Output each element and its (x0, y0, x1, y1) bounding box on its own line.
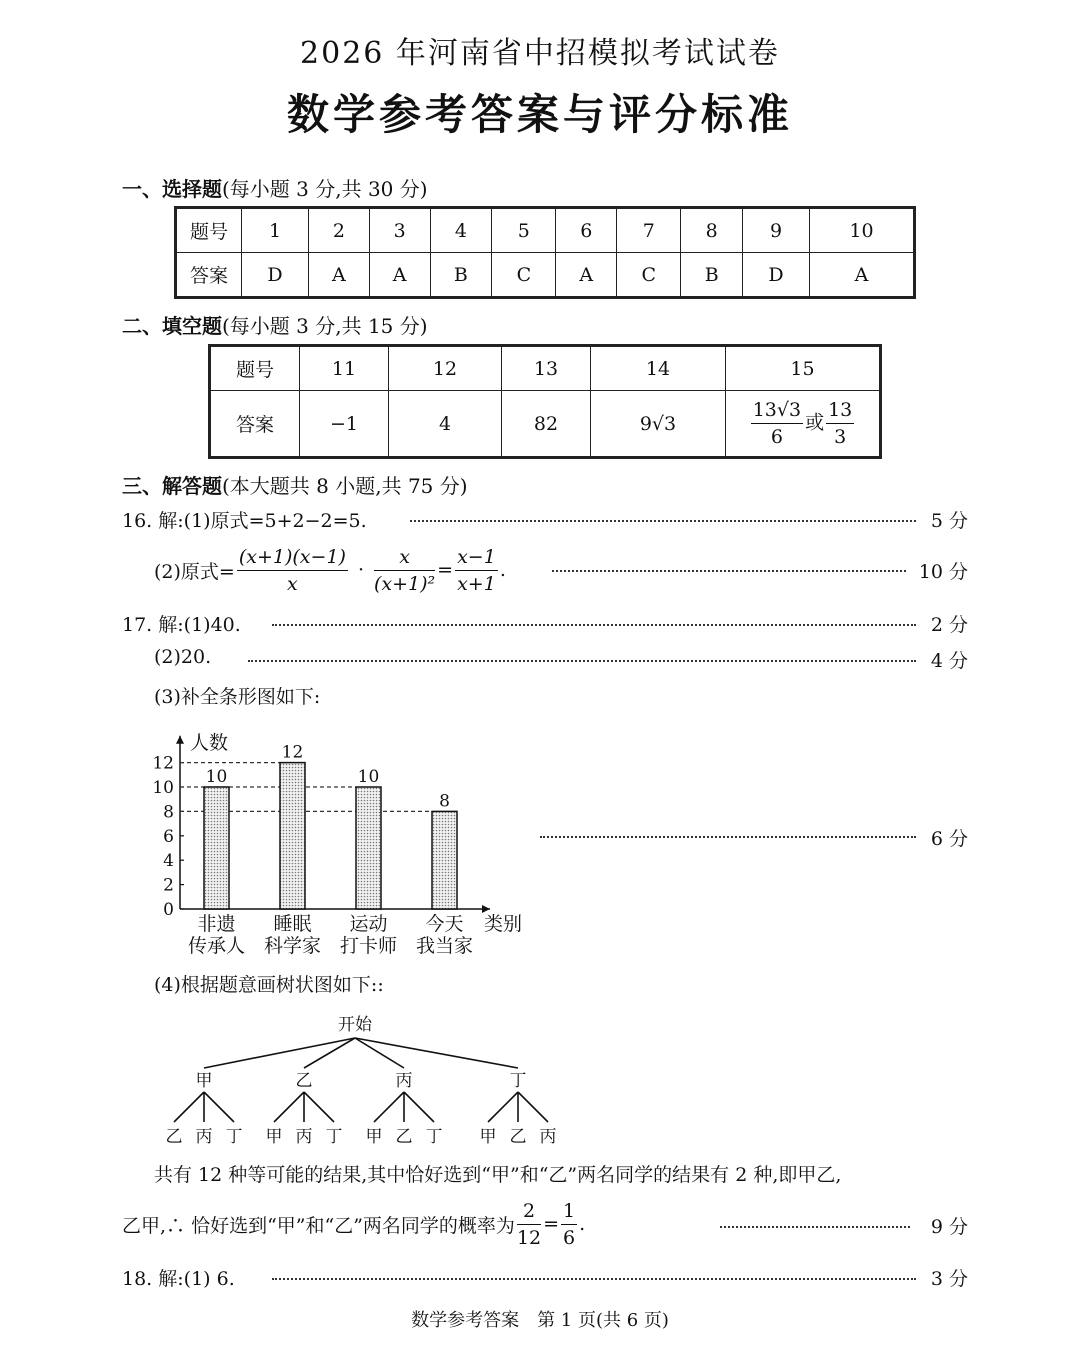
score: 6 分 (930, 828, 968, 850)
fraction: $\frac{13√3}{6}$ (752, 399, 802, 448)
tree-branch (304, 1092, 334, 1122)
tree-branch (174, 1092, 204, 1122)
cell: 14 (591, 347, 726, 391)
category-label: 睡眠 (273, 913, 312, 935)
tree-branch (374, 1092, 404, 1122)
data-label: 10 (205, 767, 228, 787)
cell: A (810, 253, 914, 297)
q18-part1: 18. 解:(1) 6. (122, 1268, 235, 1290)
tree-node-level2: 甲 (479, 1127, 497, 1147)
bar (204, 787, 229, 909)
data-label: 8 (439, 791, 450, 812)
cell: 10 (810, 209, 914, 253)
category-label: 我当家 (415, 935, 474, 957)
bar-chart (150, 712, 540, 962)
data-label: 10 (357, 767, 380, 787)
data-label: 12 (281, 742, 304, 763)
fill-answer-table (210, 346, 880, 457)
q17-conclusion-line1: 共有 12 种等可能的结果,其中恰好选到“甲”和“乙”两名同学的结果有 2 种,即甲乙, (154, 1164, 842, 1186)
cell: 4 (430, 209, 492, 253)
tree-node-level2: 丙 (195, 1127, 213, 1147)
cell: 15 (726, 347, 880, 391)
tree-root: 开始 (338, 1015, 372, 1035)
cell: 6 (556, 209, 617, 253)
score: 10 分 (918, 561, 968, 583)
cell: D (242, 253, 309, 297)
q16-part2: (2)原式= $\frac{(x+1)(x-1)}{x}$ · $\frac{x}{\text{(x+1)²}}$ = $\frac{x-1}{x+1}$ . (154, 545, 506, 595)
exam-title: 2026 年河南省中招模拟考试试卷 (300, 36, 780, 71)
cell: B (430, 253, 492, 297)
bar (280, 763, 305, 909)
dot-leader (552, 570, 906, 572)
tree-node-level2: 丁 (425, 1127, 443, 1147)
cell: 9√3 (591, 391, 726, 457)
fraction: $\frac{(x+1)(x-1)}{x}$ (238, 545, 346, 595)
cell: 5 (492, 209, 556, 253)
page-footer: 数学参考答案 第 1 页(共 6 页) (411, 1310, 669, 1331)
choice-answer-table (176, 208, 914, 297)
category-label: 非遗 (197, 913, 236, 935)
cell: 82 (502, 391, 591, 457)
cell: 2 (308, 209, 369, 253)
score: 5 分 (930, 510, 968, 532)
section1-heading: 一、选择题(每小题 3 分,共 30 分) (122, 177, 428, 201)
tree-branch (518, 1092, 548, 1122)
choice-question-row (177, 209, 914, 253)
cell: 12 (389, 347, 502, 391)
cell: A (369, 253, 430, 297)
y-tick-label: 2 (163, 875, 174, 896)
tree-branch (204, 1038, 355, 1068)
tree-branch (274, 1092, 304, 1122)
x-axis-arrow (482, 905, 490, 913)
answer-title: 数学参考答案与评分标准 (286, 90, 793, 139)
score: 3 分 (930, 1268, 968, 1290)
tree-node-level1: 丁 (509, 1071, 527, 1091)
tree-node-level1: 甲 (195, 1071, 213, 1091)
tree-node-level1: 乙 (295, 1071, 313, 1091)
dot-leader (272, 1278, 916, 1280)
y-axis-arrow (176, 736, 184, 744)
fraction: $\frac{2}{12}$ (516, 1199, 542, 1249)
q17-part3: (3)补全条形图如下: (154, 686, 321, 708)
dot-leader (410, 520, 916, 522)
tree-diagram (150, 1008, 610, 1156)
dot-leader (272, 624, 916, 626)
tree-node-level2: 丙 (539, 1127, 557, 1147)
section3-heading: 三、解答题(本大题共 8 小题,共 75 分) (122, 474, 468, 498)
cell: 4 (389, 391, 502, 457)
q17-part4: (4)根据题意画树状图如下:: (154, 974, 384, 996)
cell: 7 (617, 209, 681, 253)
cell: D (743, 253, 810, 297)
cell: C (492, 253, 556, 297)
cell: −1 (300, 391, 389, 457)
tree-node-level2: 丁 (325, 1127, 343, 1147)
cell: 11 (300, 347, 389, 391)
category-label: 运动 (349, 913, 388, 935)
fraction: $\frac{1}{6}$ (563, 1199, 576, 1249)
cell: C (617, 253, 681, 297)
y-tick-label: 6 (163, 826, 174, 847)
category-label: 打卡师 (339, 935, 398, 957)
tree-node-level2: 乙 (395, 1127, 413, 1147)
cell: 9 (743, 209, 810, 253)
dot-leader (720, 1226, 910, 1228)
cell-fraction: $\frac{13√3}{6}$ 或 $\frac{13}{3}$ (726, 391, 880, 457)
q17-part1: 17. 解:(1)40. (122, 614, 241, 636)
section2-heading: 二、填空题(每小题 3 分,共 15 分) (122, 314, 428, 338)
tree-node-level2: 丁 (225, 1127, 243, 1147)
tree-node-level2: 乙 (509, 1127, 527, 1147)
cell: B (681, 253, 743, 297)
bar (356, 787, 381, 909)
fill-question-row (211, 347, 880, 391)
row-label: 题号 (211, 347, 300, 391)
cell: A (308, 253, 369, 297)
cell: 13 (502, 347, 591, 391)
q17-conclusion-line2: 乙甲,∴ 恰好选到“甲”和“乙”两名同学的概率为 $\frac{2}{12}$ = $\frac{1}{6}$ . (122, 1199, 586, 1249)
y-tick-label: 10 (152, 778, 174, 798)
y-tick-label: 8 (163, 802, 174, 823)
y-tick-label: 4 (163, 851, 174, 872)
category-label: 传承人 (187, 935, 246, 957)
tree-node-level1: 丙 (395, 1071, 413, 1091)
cell: 8 (681, 209, 743, 253)
y-axis-label: 人数 (190, 731, 229, 754)
fraction: $\frac{x-1}{x+1}$ (457, 545, 496, 595)
q17-part2: (2)20. (154, 646, 212, 668)
score: 2 分 (930, 614, 968, 636)
cell: 1 (242, 209, 309, 253)
q16-part1: 16. 解:(1)原式=5+2−2=5. (122, 510, 367, 532)
y-tick-label: 12 (152, 753, 174, 774)
category-label: 科学家 (263, 935, 322, 957)
score: 4 分 (930, 650, 968, 672)
tree-node-level2: 甲 (365, 1127, 383, 1147)
fill-answer-row (211, 391, 880, 457)
choice-answer-row (177, 253, 914, 297)
tree-branch (404, 1092, 434, 1122)
x-axis-label: 类别 (484, 913, 523, 935)
bar (432, 811, 457, 909)
row-label: 题号 (177, 209, 242, 253)
tree-branch (204, 1092, 234, 1122)
score: 9 分 (930, 1216, 968, 1238)
cell: A (556, 253, 617, 297)
y-tick-label: 0 (163, 900, 174, 920)
category-label: 今天 (425, 913, 464, 935)
tree-node-level2: 丙 (295, 1127, 313, 1147)
dot-leader (248, 660, 916, 662)
row-label: 答案 (211, 391, 300, 457)
tree-branch (488, 1092, 518, 1122)
tree-node-level2: 乙 (165, 1127, 183, 1147)
tree-node-level2: 甲 (265, 1127, 283, 1147)
fraction: $\frac{x}{\text{(x+1)²}}$ (374, 545, 436, 595)
dot-leader (540, 836, 916, 838)
row-label: 答案 (177, 253, 242, 297)
cell: 3 (369, 209, 430, 253)
fraction: $\frac{13}{3}$ (828, 399, 853, 448)
